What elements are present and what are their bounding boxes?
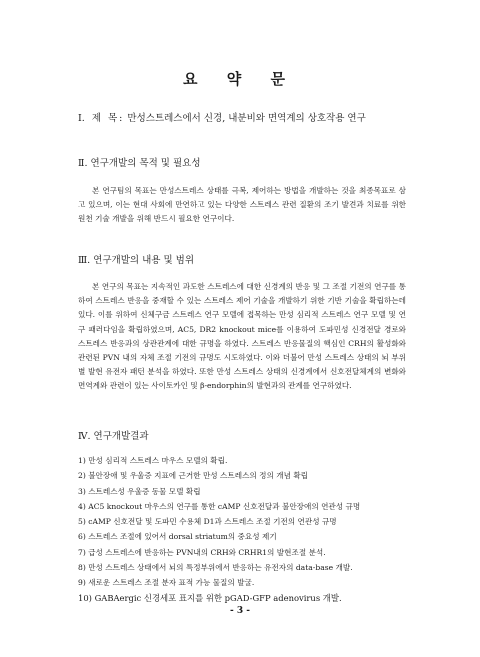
list-item: 5) cAMP 신호전달 및 도파민 수용체 D1과 스트레스 조절 기전의 연관성 규명 — [78, 517, 337, 527]
list-item: 6) 스트레스 조절에 있어서 dorsal striatum의 중요성 제기 — [78, 532, 277, 542]
list-item: 2) 불안장애 및 우울증 지표에 근거한 만성 스트레스의 정의 개념 확립 — [78, 471, 308, 481]
research-title: 만성스트레스에서 신경, 내분비와 면역계의 상호작용 연구 — [127, 113, 366, 124]
list-item: 8) 만성 스트레스 상태에서 뇌의 특정부위에서 반응하는 유전자의 data-base 개발. — [78, 563, 353, 573]
section-number: Ⅰ. — [78, 113, 85, 124]
list-item: 3) 스트레스성 우울증 동물 모델 확립 — [78, 486, 201, 496]
scope-paragraph: 본 연구의 목표는 지속적인 과도한 스트레스에 대한 신경계의 반응 및 그 조절 기전의 연구를 통하여 스트레스 반응을 중재할 수 있는 스트레스 제어 기술을 개발하기 위한 기반 기술을 확립하는데 있다. 이를 위하여 신체구금 스트레스 연구 모델에 접목하는 만성 심리적 스트레스 연구 모델 및 연구 패러다임을 확립하였으며, AC5, DR2 knockout mice를 이용하여 도파민성 신경전달 경로와 스트레스 반응과의 상관관계에 대한 규명을 하였다. 스트레스 반응물질의 핵심인 CRH의 활성화와 관련된 PVN 내의 자체 조절 기전의 규명도 시도하였다. 이와 더불어 만성 스트레스 상태의 뇌 부위별 발현 유전자 패턴 분석을 하였다. 또한 만성 스트레스 상태의 신경계에서 신호전달체계의 변화와 면역계와 관련이 있는 사이토카인 및 β-endorphin의 발현과의 관계를 연구하였다. — [78, 282, 406, 391]
list-item: 1) 만성 심리적 스트레스 마우스 모델의 확립. — [78, 456, 228, 465]
list-item: 7) 급성 스트레스에 반응하는 PVN내의 CRH와 CRHR1의 발현조절 분석. — [78, 547, 326, 557]
section-results-heading: Ⅳ. 연구개발결과 — [78, 431, 149, 442]
section-label: 제 목: — [91, 113, 125, 124]
page-number: - 3 - — [230, 606, 250, 616]
purpose-paragraph: 본 연구팀의 목표는 만성스트레스 상태를 극복, 제어하는 방법을 개발하는 것을 최종목표로 삼고 있으며, 이는 현대 사회에 만연하고 있는 다양한 스트레스 관련 질환의 조기 발견과 치료를 위한 원천 기술 개발을 위해 반드시 필요한 연구이다. — [78, 186, 406, 224]
section-title-heading — [78, 110, 366, 124]
page-title: 요 약 문 — [183, 70, 297, 88]
list-item: 10) GABAergic 신경세포 표지를 위한 pGAD-GFP adenovirus 개발. — [78, 592, 342, 603]
list-item: 4) AC5 knockout 마우스의 연구를 통한 cAMP 신호전달과 불안장애의 연관성 규명 — [78, 501, 361, 511]
results-list — [78, 453, 418, 606]
section-scope-heading: Ⅲ. 연구개발의 내용 및 범위 — [78, 255, 195, 266]
section-purpose-heading: Ⅱ. 연구개발의 목적 및 필요성 — [78, 158, 201, 169]
list-item: 9) 새로운 스트레스 조절 분자 표적 가능 물질의 발굴. — [78, 578, 255, 588]
